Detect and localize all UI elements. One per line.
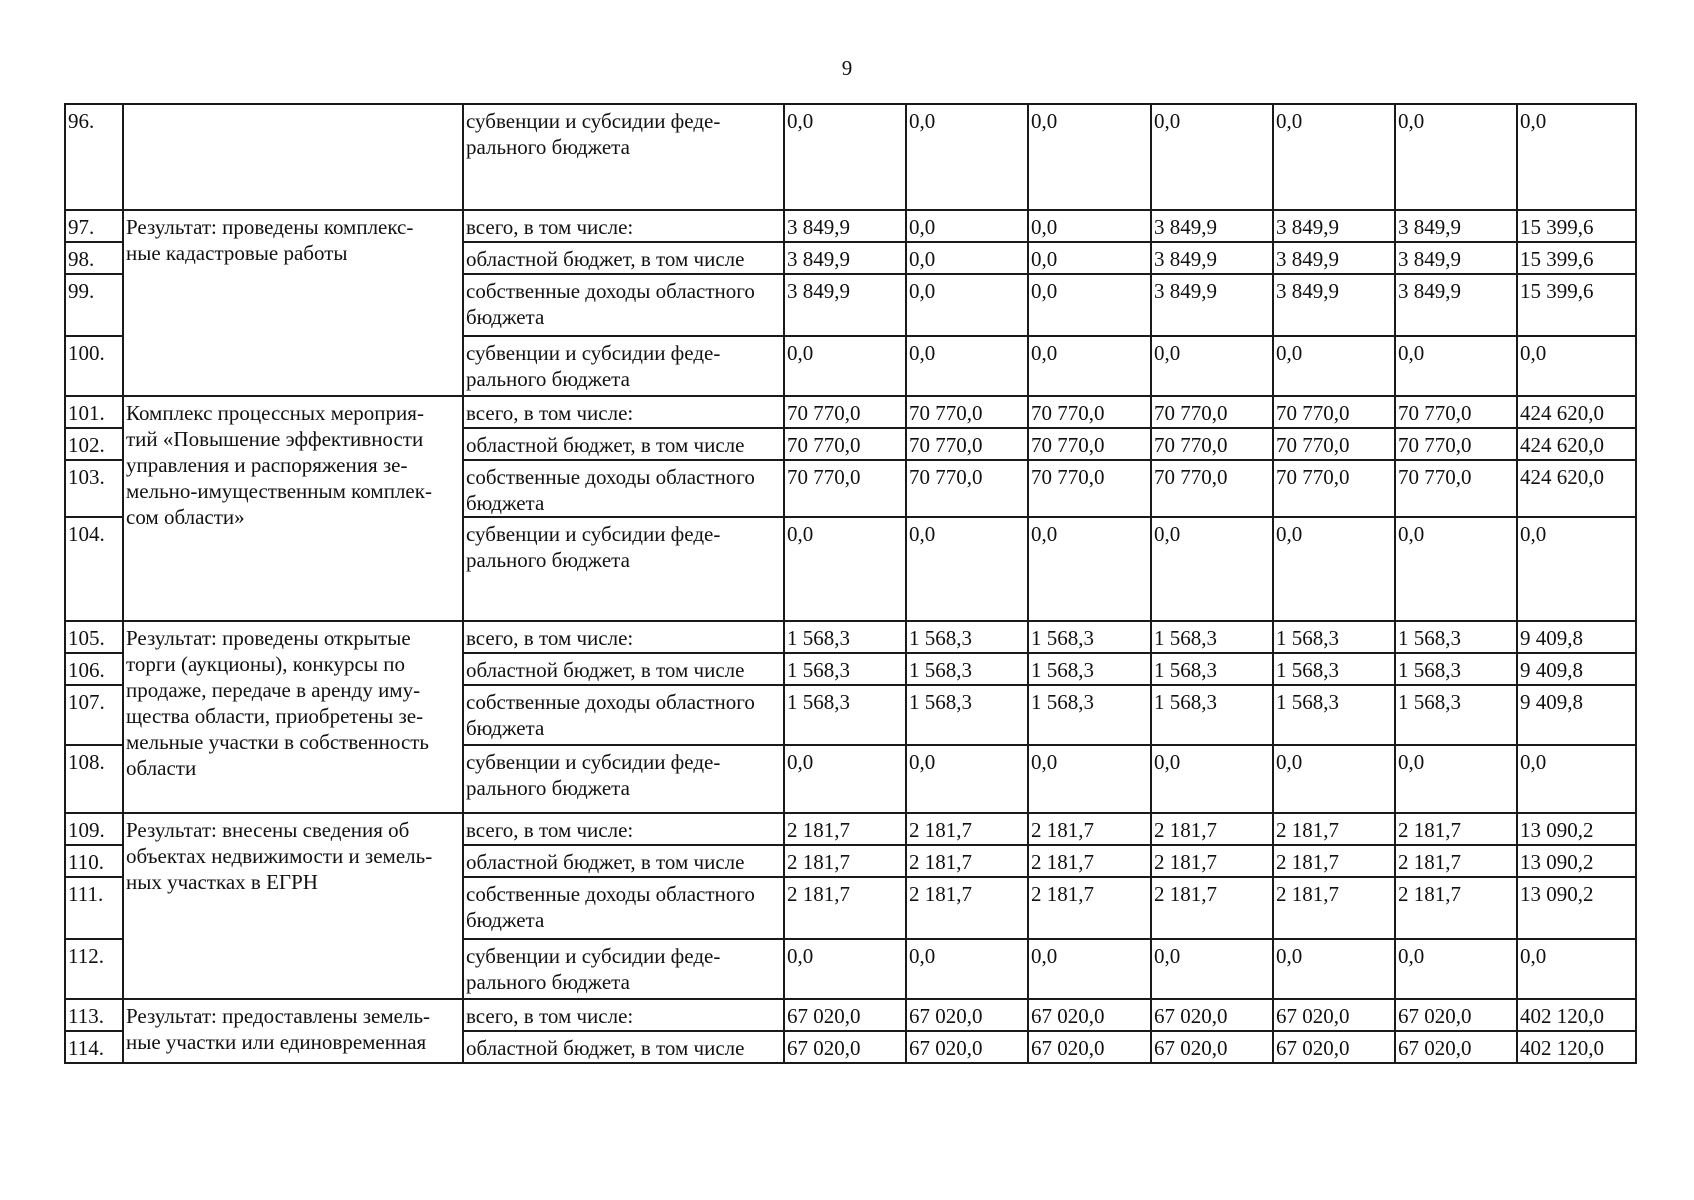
year-value: 2 181,7 <box>1273 845 1395 877</box>
year-value: 0,0 <box>1395 336 1517 396</box>
row-number: 102. <box>65 428 123 460</box>
year-value: 70 770,0 <box>906 396 1028 428</box>
table-row <box>65 104 1636 210</box>
source-line: бюджета <box>466 716 545 740</box>
description-line: щества области, приобретены зе- <box>126 704 424 728</box>
source-line: рального бюджета <box>466 135 630 159</box>
year-value: 67 020,0 <box>906 999 1028 1031</box>
year-value: 1 568,3 <box>1395 653 1517 685</box>
description-line: продаже, передаче в аренду иму- <box>126 678 421 702</box>
total-value: 402 120,0 <box>1517 1031 1636 1063</box>
description-line: мельно-имущественным комплек- <box>126 479 432 503</box>
year-value: 0,0 <box>784 517 906 621</box>
source-line: рального бюджета <box>466 548 630 572</box>
funding-source <box>463 685 784 745</box>
total-value: 424 620,0 <box>1517 428 1636 460</box>
year-value: 1 568,3 <box>1395 621 1517 653</box>
year-value: 3 849,9 <box>1395 210 1517 242</box>
year-value: 3 849,9 <box>1395 274 1517 336</box>
year-value: 70 770,0 <box>1395 428 1517 460</box>
year-value: 1 568,3 <box>784 621 906 653</box>
total-value: 15 399,6 <box>1517 274 1636 336</box>
source-line: субвенции и субсидии феде- <box>466 522 721 546</box>
row-number: 100. <box>65 336 123 396</box>
group-description <box>123 621 463 813</box>
total-value: 13 090,2 <box>1517 845 1636 877</box>
year-value: 0,0 <box>784 939 906 999</box>
year-value: 70 770,0 <box>1028 460 1151 517</box>
year-value: 1 568,3 <box>1028 685 1151 745</box>
year-value: 0,0 <box>1028 242 1151 274</box>
year-value: 70 770,0 <box>1273 428 1395 460</box>
year-value: 67 020,0 <box>784 999 906 1031</box>
total-value: 0,0 <box>1517 104 1636 210</box>
funding-source <box>463 653 784 685</box>
source-line: всего, в том числе: <box>466 215 634 239</box>
year-value: 0,0 <box>1395 104 1517 210</box>
row-number: 106. <box>65 653 123 685</box>
year-value: 70 770,0 <box>1395 460 1517 517</box>
year-value: 0,0 <box>1395 745 1517 813</box>
year-value: 2 181,7 <box>784 813 906 845</box>
year-value: 70 770,0 <box>1151 428 1273 460</box>
description-line: Результат: проведены открытые <box>126 626 411 650</box>
year-value: 67 020,0 <box>1395 999 1517 1031</box>
total-value: 424 620,0 <box>1517 396 1636 428</box>
year-value: 3 849,9 <box>1395 242 1517 274</box>
description-line: Результат: предоставлены земель- <box>126 1004 431 1028</box>
description-line: мельные участки в собственность <box>126 730 430 754</box>
year-value: 0,0 <box>906 517 1028 621</box>
year-value: 70 770,0 <box>1273 460 1395 517</box>
source-line: областной бюджет, в том числе <box>466 850 745 874</box>
year-value: 2 181,7 <box>1273 813 1395 845</box>
row-number: 112. <box>65 939 123 999</box>
year-value: 0,0 <box>1028 336 1151 396</box>
funding-source <box>463 210 784 242</box>
description-line: ных участках в ЕГРН <box>126 870 318 894</box>
year-value: 1 568,3 <box>906 685 1028 745</box>
year-value: 3 849,9 <box>1273 274 1395 336</box>
group-description <box>123 210 463 396</box>
row-number: 98. <box>65 242 123 274</box>
source-line: собственные доходы областного <box>466 882 755 906</box>
year-value: 67 020,0 <box>784 1031 906 1063</box>
total-value: 402 120,0 <box>1517 999 1636 1031</box>
funding-source <box>463 336 784 396</box>
year-value: 1 568,3 <box>1151 685 1273 745</box>
funding-source <box>463 517 784 621</box>
source-line: бюджета <box>466 491 545 515</box>
year-value: 0,0 <box>1151 104 1273 210</box>
year-value: 70 770,0 <box>784 460 906 517</box>
year-value: 2 181,7 <box>1395 845 1517 877</box>
source-line: всего, в том числе: <box>466 818 634 842</box>
total-value: 9 409,8 <box>1517 653 1636 685</box>
year-value: 1 568,3 <box>1028 621 1151 653</box>
funding-source <box>463 621 784 653</box>
source-line: рального бюджета <box>466 970 630 994</box>
year-value: 2 181,7 <box>906 877 1028 939</box>
row-number: 101. <box>65 396 123 428</box>
source-line: всего, в том числе: <box>466 1004 634 1028</box>
year-value: 70 770,0 <box>784 396 906 428</box>
source-line: бюджета <box>466 908 545 932</box>
year-value: 0,0 <box>906 242 1028 274</box>
funding-source <box>463 845 784 877</box>
year-value: 67 020,0 <box>1273 1031 1395 1063</box>
year-value: 1 568,3 <box>784 685 906 745</box>
funding-source <box>463 428 784 460</box>
year-value: 1 568,3 <box>1395 685 1517 745</box>
year-value: 0,0 <box>906 104 1028 210</box>
year-value: 70 770,0 <box>1395 396 1517 428</box>
budget-table <box>64 103 1637 1064</box>
year-value: 70 770,0 <box>1028 428 1151 460</box>
total-value: 13 090,2 <box>1517 877 1636 939</box>
source-line: всего, в том числе: <box>466 401 634 425</box>
total-value: 0,0 <box>1517 745 1636 813</box>
year-value: 1 568,3 <box>906 653 1028 685</box>
row-number: 97. <box>65 210 123 242</box>
year-value: 0,0 <box>784 104 906 210</box>
year-value: 3 849,9 <box>1151 274 1273 336</box>
source-line: субвенции и субсидии феде- <box>466 750 721 774</box>
year-value: 0,0 <box>1028 745 1151 813</box>
year-value: 0,0 <box>1273 745 1395 813</box>
year-value: 2 181,7 <box>906 813 1028 845</box>
row-number: 104. <box>65 517 123 621</box>
year-value: 67 020,0 <box>1151 999 1273 1031</box>
funding-source <box>463 745 784 813</box>
source-line: собственные доходы областного <box>466 690 755 714</box>
source-line: собственные доходы областного <box>466 465 755 489</box>
year-value: 70 770,0 <box>1151 396 1273 428</box>
description-line: объектах недвижимости и земель- <box>126 844 433 868</box>
year-value: 67 020,0 <box>906 1031 1028 1063</box>
description-line: управления и распоряжения зе- <box>126 453 408 477</box>
year-value: 2 181,7 <box>1273 877 1395 939</box>
year-value: 67 020,0 <box>1273 999 1395 1031</box>
total-value: 0,0 <box>1517 517 1636 621</box>
year-value: 0,0 <box>906 210 1028 242</box>
year-value: 70 770,0 <box>1151 460 1273 517</box>
source-line: областной бюджет, в том числе <box>466 247 745 271</box>
description-line: ные кадастровые работы <box>126 241 348 265</box>
funding-source <box>463 813 784 845</box>
row-number: 108. <box>65 745 123 813</box>
year-value: 3 849,9 <box>1273 242 1395 274</box>
description-line: Результат: внесены сведения об <box>126 818 410 842</box>
funding-source <box>463 939 784 999</box>
year-value: 70 770,0 <box>1273 396 1395 428</box>
source-line: всего, в том числе: <box>466 626 634 650</box>
row-number: 99. <box>65 274 123 336</box>
year-value: 0,0 <box>1028 274 1151 336</box>
year-value: 0,0 <box>906 274 1028 336</box>
row-number: 107. <box>65 685 123 745</box>
year-value: 0,0 <box>906 745 1028 813</box>
funding-source <box>463 274 784 336</box>
row-number: 114. <box>65 1031 123 1063</box>
row-number: 111. <box>65 877 123 939</box>
table-row <box>65 999 1636 1031</box>
description-line: ные участки или единовременная <box>126 1030 427 1054</box>
year-value: 3 849,9 <box>784 274 906 336</box>
year-value: 0,0 <box>1028 517 1151 621</box>
year-value: 0,0 <box>1151 517 1273 621</box>
source-line: собственные доходы областного <box>466 279 755 303</box>
year-value: 1 568,3 <box>1028 653 1151 685</box>
total-value: 424 620,0 <box>1517 460 1636 517</box>
year-value: 3 849,9 <box>1151 242 1273 274</box>
total-value: 9 409,8 <box>1517 621 1636 653</box>
year-value: 1 568,3 <box>1273 653 1395 685</box>
group-description <box>123 104 463 210</box>
funding-source <box>463 1031 784 1063</box>
year-value: 0,0 <box>1395 939 1517 999</box>
year-value: 2 181,7 <box>784 877 906 939</box>
year-value: 2 181,7 <box>1151 877 1273 939</box>
year-value: 3 849,9 <box>784 210 906 242</box>
year-value: 67 020,0 <box>1028 1031 1151 1063</box>
source-line: субвенции и субсидии феде- <box>466 944 721 968</box>
funding-source <box>463 877 784 939</box>
year-value: 0,0 <box>1273 336 1395 396</box>
year-value: 1 568,3 <box>1151 621 1273 653</box>
year-value: 0,0 <box>906 939 1028 999</box>
description-line: сом области» <box>126 505 245 529</box>
funding-source <box>463 104 784 210</box>
table-row <box>65 396 1636 428</box>
page-number: 9 <box>841 56 853 80</box>
description-line: Комплекс процессных мероприя- <box>126 401 424 425</box>
year-value: 2 181,7 <box>1151 813 1273 845</box>
year-value: 0,0 <box>784 745 906 813</box>
year-value: 2 181,7 <box>1151 845 1273 877</box>
year-value: 0,0 <box>1028 104 1151 210</box>
source-line: субвенции и субсидии феде- <box>466 341 721 365</box>
row-number: 103. <box>65 460 123 517</box>
description-line: Результат: проведены комплекс- <box>126 215 414 239</box>
source-line: областной бюджет, в том числе <box>466 433 745 457</box>
source-line: областной бюджет, в том числе <box>466 1036 745 1060</box>
row-number: 105. <box>65 621 123 653</box>
year-value: 0,0 <box>1028 939 1151 999</box>
total-value: 0,0 <box>1517 336 1636 396</box>
year-value: 3 849,9 <box>1151 210 1273 242</box>
year-value: 0,0 <box>1273 939 1395 999</box>
year-value: 70 770,0 <box>906 428 1028 460</box>
year-value: 70 770,0 <box>906 460 1028 517</box>
year-value: 2 181,7 <box>1395 813 1517 845</box>
year-value: 0,0 <box>1395 517 1517 621</box>
table-row <box>65 813 1636 845</box>
source-line: областной бюджет, в том числе <box>466 658 745 682</box>
table-row <box>65 210 1636 242</box>
row-number: 109. <box>65 813 123 845</box>
total-value: 9 409,8 <box>1517 685 1636 745</box>
year-value: 3 849,9 <box>784 242 906 274</box>
total-value: 15 399,6 <box>1517 242 1636 274</box>
year-value: 0,0 <box>1151 336 1273 396</box>
year-value: 2 181,7 <box>1028 845 1151 877</box>
year-value: 2 181,7 <box>1028 813 1151 845</box>
year-value: 70 770,0 <box>784 428 906 460</box>
source-line: субвенции и субсидии феде- <box>466 109 721 133</box>
funding-source <box>463 242 784 274</box>
total-value: 0,0 <box>1517 939 1636 999</box>
description-line: тий «Повышение эффективности <box>126 427 424 451</box>
row-number: 96. <box>65 104 123 210</box>
funding-source <box>463 396 784 428</box>
description-line: торги (аукционы), конкурсы по <box>126 652 405 676</box>
year-value: 1 568,3 <box>1273 621 1395 653</box>
year-value: 1 568,3 <box>784 653 906 685</box>
year-value: 0,0 <box>1151 745 1273 813</box>
year-value: 3 849,9 <box>1273 210 1395 242</box>
group-description <box>123 813 463 999</box>
source-line: рального бюджета <box>466 367 630 391</box>
year-value: 2 181,7 <box>1028 877 1151 939</box>
year-value: 0,0 <box>1028 210 1151 242</box>
funding-source <box>463 999 784 1031</box>
year-value: 67 020,0 <box>1151 1031 1273 1063</box>
table-body <box>65 104 1636 1063</box>
year-value: 1 568,3 <box>1273 685 1395 745</box>
year-value: 0,0 <box>906 336 1028 396</box>
source-line: рального бюджета <box>466 776 630 800</box>
year-value: 0,0 <box>1151 939 1273 999</box>
source-line: бюджета <box>466 305 545 329</box>
year-value: 1 568,3 <box>1151 653 1273 685</box>
year-value: 2 181,7 <box>784 845 906 877</box>
year-value: 0,0 <box>1273 104 1395 210</box>
year-value: 70 770,0 <box>1028 396 1151 428</box>
year-value: 2 181,7 <box>1395 877 1517 939</box>
table-row <box>65 621 1636 653</box>
group-description <box>123 999 463 1063</box>
year-value: 2 181,7 <box>906 845 1028 877</box>
group-description <box>123 396 463 621</box>
year-value: 0,0 <box>784 336 906 396</box>
year-value: 67 020,0 <box>1028 999 1151 1031</box>
total-value: 15 399,6 <box>1517 210 1636 242</box>
row-number: 113. <box>65 999 123 1031</box>
total-value: 13 090,2 <box>1517 813 1636 845</box>
row-number: 110. <box>65 845 123 877</box>
funding-source <box>463 460 784 517</box>
year-value: 67 020,0 <box>1395 1031 1517 1063</box>
year-value: 0,0 <box>1273 517 1395 621</box>
year-value: 1 568,3 <box>906 621 1028 653</box>
description-line: области <box>126 756 197 780</box>
